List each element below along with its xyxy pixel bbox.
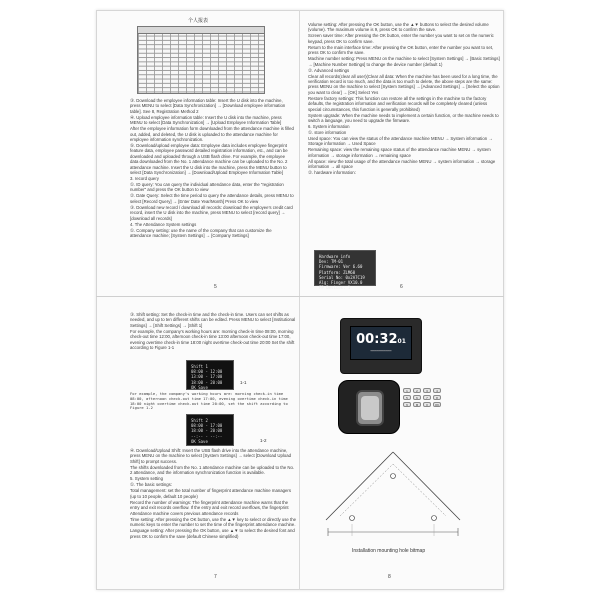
paragraph: For example, the company's working hours are: morning check-in time 08:00, morning check-out time 12:00, afternoon check-in time 13:00 afternoon check-out time 17:00, evening overtime check-in time 18:00 night overtime check-out time 20:00 Set the shift according to Figure 1-1 — [130, 328, 295, 351]
shift-example-text: For example, the company's working hours are: morning check-in time 08:00, afternoon check-out time 17:00, evening overtime check-in time 18:00 night overtime check-out time 20:00, set the shift according to Figure 1-2 — [130, 391, 288, 411]
keypad-key: 6 — [413, 395, 421, 400]
paragraph: System upgrade: When the machine needs to implement a certain function, or the machine needs to switch a language, you need to upgrade the firmware. — [308, 112, 499, 124]
paragraph: Return to the main interface time: After pressing the OK button, enter the number you want to set, press OK to confirm the save. — [308, 44, 494, 56]
paragraph: ①. Company setting: use the name of the company that can customize the attendance machine; [System Settings] → [Company Settings] — [130, 227, 272, 239]
vertical-fold — [299, 10, 300, 590]
keypad-key: 1 — [403, 388, 411, 393]
keypad-key: 0 — [423, 402, 431, 407]
paragraph: All space: view the total usage of the attendance machine MENU → system information → storage information → all space — [308, 158, 496, 170]
paragraph: Restore factory settings: This function can restore all the settings in the machine to the factory defaults, the registration information and verification records will be completely cleared (unless special circumstances, this function is generally prohibited) — [308, 95, 488, 112]
screen-line: Alg: Finger VX10.0 — [319, 280, 363, 286]
paragraph: Language setting: After pressing the OK button, use ▲▼ to select the desired font and press OK to confirm the save (default Chinese simplified) — [130, 528, 295, 539]
device-date-line: ━━━━━━━━━━ — [370, 349, 392, 353]
paragraph: Total management: set the total number of fingerprint attendance machine managers (up to 10 people, default 10 people) — [130, 488, 291, 499]
page-3-shift-text — [130, 312, 296, 358]
shift-figure-1 — [186, 360, 234, 390]
report-table-title: 个人报表 — [188, 18, 209, 24]
keypad-key: 8 — [433, 395, 441, 400]
paragraph: The shifts downloaded from the No. 1 attendance machine can be uploaded to the No. 2 attendance, and the information synchronization function is available. — [130, 464, 295, 476]
hardware-info-screen — [314, 250, 376, 291]
screen-line: Firmware: Ver 6.60 — [319, 264, 363, 270]
shift-figure-2 — [186, 414, 234, 446]
paragraph: Remaining space: view the remaining space status of the attendance machine MENU → system information → storage information → remaining space — [308, 147, 491, 158]
screen-line: 08:00 - 17:00 — [191, 423, 223, 429]
figure-label-1-2: 1-2 — [260, 438, 267, 443]
employee-report-table — [137, 26, 265, 94]
paragraph: After the employee information form downloaded from the attendance machine is filled out, added, and deleted, the U disk is uploaded to the attendance machine for employee information synchronization. — [130, 126, 294, 143]
page-number-1: 5 — [214, 284, 217, 290]
keypad-key: 9 — [403, 402, 411, 407]
device-clock: 00:3201 — [356, 332, 406, 347]
keypad-key: M — [413, 402, 421, 407]
paragraph: ④. Download/Upload Shift: Insert the USB flash drive into the attendance machine, press MENU on the machine to select [System Settings] → select [Download Upload Shift] to prompt success. — [130, 448, 291, 464]
screen-line: Serial No: 0x2A7C19 — [319, 274, 365, 280]
screen-line: Shift 1 — [191, 364, 208, 369]
employee-report-table-header — [137, 26, 265, 34]
screen-line: Hardware info — [319, 254, 351, 259]
screen-line: 18:00 - 20:00 — [191, 379, 223, 385]
screen-line: FP Devices: 1 — [319, 285, 351, 291]
keypad-key: 7 — [423, 395, 431, 400]
paragraph: ①. store information — [308, 130, 347, 136]
screen-line: Dev: TM-01 — [319, 259, 344, 265]
paragraph: 6. System information — [308, 124, 350, 130]
screen-line: Platform: ZLM60 — [319, 269, 356, 275]
keypad-key: 4 — [433, 388, 441, 393]
screen-line: 13:00 - 17:00 — [191, 374, 223, 380]
page-number-2: 6 — [400, 284, 403, 290]
paragraph: ①. ID query: You can query the individual attendance data, enter the "registration number" and press the OK button to view — [130, 182, 284, 193]
paragraph: Volume setting: After pressing the OK button, use the ▲▼ buttons to select the desired volume (volume). The maximum volume is 9, press OK to confirm the save. — [308, 22, 489, 33]
screen-line: OK Save — [191, 438, 208, 444]
keypad-key: 3 — [423, 388, 431, 393]
keypad-key: OK — [434, 403, 440, 407]
paragraph: ③. Download the employee information table: Insert the U disk into the machine, press MENU to select [Data Synchronization] → [Download employee information table]. See 8, Registration Method 2 — [130, 98, 286, 114]
paragraph: 3. record query — [130, 176, 159, 182]
screen-line: Shift 2 — [191, 418, 208, 423]
page-1-text — [130, 98, 294, 282]
horizontal-fold — [96, 296, 504, 297]
diagram-caption: Installation mounting hole bitmap — [352, 548, 426, 554]
screen-line: --:-- - --:-- — [191, 433, 223, 439]
paragraph: ③. Shift setting: Set the check-in time and the check-in time. Users can set shifts as needed, and up to ten different shifts can be edited. Press MENU to select [Institutional Settings] → [Shift Settings] → [Shift 1] — [130, 312, 296, 328]
paragraph: Attendance machine covers previous attendance records — [130, 511, 239, 517]
paragraph: ③. Download new record / download all records: download the employee's credit card record, insert the U disk into the machine, press MENU to select [record query] → [download all records] — [130, 204, 293, 221]
paragraph: ②. Date Query: Select the time period to query the attendance details, press MENU to select [Record Query] → [Enter Date Year/Month] Press OK to view — [130, 193, 294, 204]
page-2-text — [308, 22, 500, 248]
fingerprint-window — [361, 396, 379, 420]
figure-label-1-1: 1-1 — [240, 380, 247, 385]
paragraph: Machine number setting: Press MENU on the machine to select [System Settings] → [Basic Settings] → [Machine Number Settings] to change the device number (default 1) — [308, 56, 500, 67]
screen-line: 08:00 - 12:00 — [191, 369, 223, 375]
page-number-3: 7 — [214, 574, 217, 580]
device-keypad — [403, 388, 441, 407]
screen-line: OK Save — [191, 384, 208, 390]
paragraph: Record the number of warnings: The fingerprint attendance machine warns that the entry and exit records overflow. If the entry and exit record overflows, the fingerprint — [130, 499, 289, 511]
mounting-hole-diagram — [318, 448, 468, 544]
paragraph: 5. System setting — [130, 476, 163, 482]
page-3-settings-text — [130, 448, 296, 578]
screen-line: 18:00 - 20:00 — [191, 428, 223, 434]
paragraph: Clear all records(clear all user)(Clear all data: When the machine has been used for a long time, the verification record is too much, and the data is too much to delete, the above steps are the same: press MENU on the machine to select [System Settings] → [Advanced Settings] → [Select the option you want to clear] → [OK] Select Yes — [308, 73, 500, 95]
paragraph: ②. Advanced settings — [308, 67, 350, 73]
paragraph: Screen saver time: After pressing the OK button, enter the number you want to set on the numeric keypad, press OK to confirm save. — [308, 33, 494, 44]
paragraph: Time setting: After pressing the OK button, use the ▲▼ key to select or directly use the numeric keys to enter the number to set the time of the fingerprint attendance machine. — [130, 517, 296, 528]
keypad-key: 2 — [413, 388, 421, 393]
paragraph: ②. hardware information: — [308, 170, 356, 176]
paragraph: ⑤. Download/upload employee data: Employee data includes employee fingerprint feature data, employee password detailed registration information, etc., and can be downloaded and uploaded through a USB flash drive. For example, the employee data downloaded from the No. 1 attendance machine can be uploaded to the No. 2 attendance machine. Insert the U disk into the machine, press the MENU button to select [Data Synchronization] → [Download/Upload Employee Information Table] — [130, 143, 288, 176]
keypad-key: 5 — [403, 395, 411, 400]
page-number-4: 8 — [388, 574, 391, 580]
paragraph: Used space: You can view the status of the attendance machine MENU → System information → Storage information → Used Space — [308, 136, 493, 147]
paragraph: ④. Upload employee information table: Insert the U disk into the machine, press MENU to select [Data Synchronization] → [Upload Employee Information Table] — [130, 114, 282, 126]
paragraph: ①. The basic settings: — [130, 482, 172, 488]
paragraph: 4. The Attendance System settings — [130, 221, 197, 227]
